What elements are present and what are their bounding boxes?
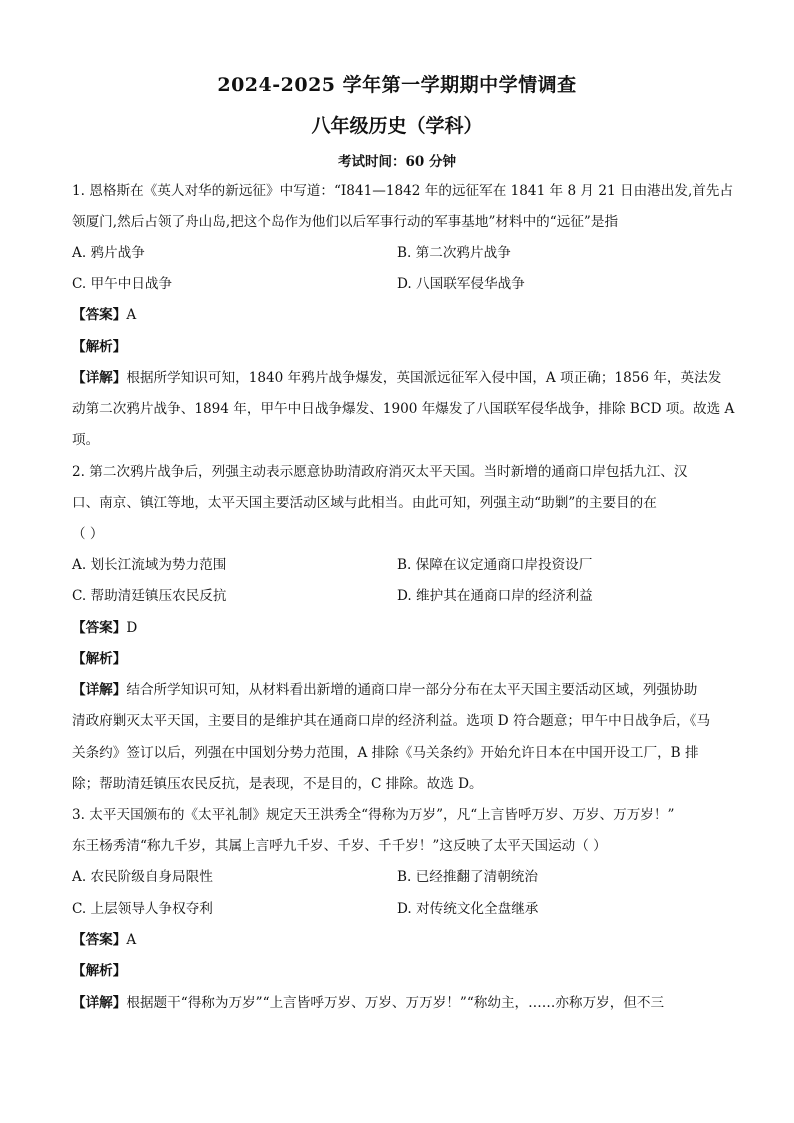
q2-option-d: D. 维护其在通商口岸的经济利益: [397, 588, 593, 604]
q1-detail-text1: 根据所学知识可知，1840 年鸦片战争爆发，英国派远征军入侵中国，A 项正确；1856 年，英法发: [126, 370, 722, 386]
q1-stem-line2: 领厦门,然后占领了舟山岛,把这个岛作为他们以后军事行动的军事基地”材料中的“远征”是指: [72, 214, 619, 230]
answer-tag: 【答案】: [72, 620, 127, 636]
q2-detail-line3: 关条约》签订以后，列强在中国划分势力范围，A 排除《马关条约》开始允许日本在中国开设工厂，B 排: [72, 745, 699, 761]
q3-stem-line2: 东王杨秀清“称九千岁，其属上言呼九千岁、千岁、千千岁！”这反映了太平天国运动（ ）: [72, 838, 607, 854]
q1-option-d: D. 八国联军侵华战争: [397, 276, 525, 292]
detail-tag: 【详解】: [72, 682, 127, 698]
q1-answer: [72, 305, 732, 325]
q2-option-b: B. 保障在议定通商口岸投资设厂: [397, 557, 593, 573]
q3-analysis: [72, 961, 732, 981]
q2-option-c: C. 帮助清廷镇压农民反抗: [72, 588, 227, 604]
q3-detail-line1: [72, 993, 732, 1013]
q2-answer-value: D: [126, 620, 138, 636]
q2-detail-line4: 除；帮助清廷镇压农民反抗，是表现，不是目的，C 排除。故选 D。: [72, 776, 483, 792]
q3-option-a: A. 农民阶级自身局限性: [72, 869, 213, 885]
analysis-tag: 【解析】: [72, 651, 127, 667]
q1-option-c: C. 甲午中日战争: [72, 276, 173, 292]
q2-detail-line2: 清政府剿灭太平天国，主要目的是维护其在通商口岸的经济利益。选项 D 符合题意；甲午中日战争后，《马: [72, 713, 711, 729]
q1-detail-line1: [72, 368, 732, 388]
q3-option-c: C. 上层领导人争权夺利: [72, 901, 213, 917]
q2-stem-line1: 2. 第二次鸦片战争后，列强主动表示愿意协助清政府消灭太平天国。当时新增的通商口岸包括九江、汉: [72, 464, 688, 480]
q3-option-d: D. 对传统文化全盘继承: [397, 901, 539, 917]
q3-answer-value: A: [126, 932, 137, 948]
q1-option-a: A. 鸦片战争: [72, 245, 145, 261]
q2-stem-line3: （ ）: [72, 526, 104, 542]
detail-tag: 【详解】: [72, 995, 127, 1011]
q2-analysis: [72, 649, 732, 669]
q3-answer: [72, 930, 732, 950]
q2-stem-line2: 口、南京、镇江等地，太平天国主要活动区域与此相当。由此可知，列强主动“助剿”的主要目的在: [72, 495, 657, 511]
q1-option-b: B. 第二次鸦片战争: [397, 245, 511, 261]
exam-title: 2024-2025 学年第一学期期中学情调查: [217, 74, 577, 96]
exam-subtitle: 八年级历史（学科）: [311, 115, 483, 137]
analysis-tag: 【解析】: [72, 339, 127, 355]
q2-detail-line1: [72, 680, 732, 700]
q1-answer-value: A: [126, 307, 137, 323]
q1-stem-line1: 1. 恩格斯在《英人对华的新远征》中写道：“I841—1842 年的远征军在 1841 年 8 月 21 日由港出发,首先占: [72, 183, 734, 199]
q1-analysis: [72, 337, 732, 357]
answer-tag: 【答案】: [72, 932, 127, 948]
detail-tag: 【详解】: [72, 370, 127, 386]
q2-option-a: A. 划长江流域为势力范围: [72, 557, 227, 573]
q3-stem-line1: 3. 太平天国颁布的《太平礼制》规定天王洪秀全“得称为万岁”，凡“上言皆呼万岁、万岁、万万岁！”: [72, 807, 675, 823]
q2-detail-text1: 结合所学知识可知，从材料看出新增的通商口岸一部分分布在太平天国主要活动区域，列强协助: [126, 682, 698, 698]
q2-answer: [72, 618, 732, 638]
exam-time: 考试时间：60 分钟: [338, 154, 456, 170]
q3-option-b: B. 已经推翻了清朝统治: [397, 869, 538, 885]
q3-detail-text1: 根据题干“得称为万岁”“上言皆呼万岁、万岁、万万岁！”“称幼主，……亦称万岁，但不三: [126, 995, 665, 1011]
q1-detail-line2: 动第二次鸦片战争、1894 年，甲午中日战争爆发、1900 年爆发了八国联军侵华战争，排除 BCD 项。故选 A: [72, 401, 735, 417]
analysis-tag: 【解析】: [72, 963, 127, 979]
q1-detail-line3: 项。: [72, 432, 100, 448]
answer-tag: 【答案】: [72, 307, 127, 323]
